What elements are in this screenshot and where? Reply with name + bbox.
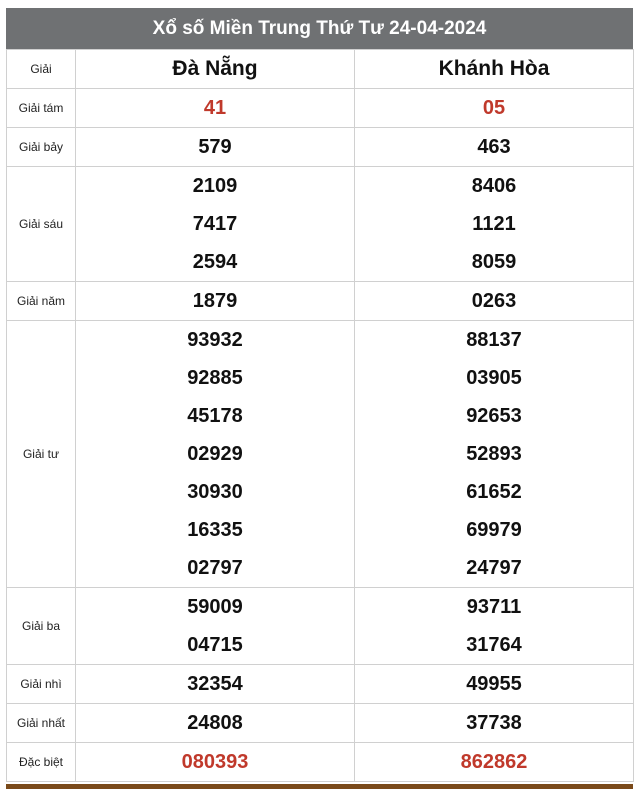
winning-number: 92653 <box>466 405 522 427</box>
table-header-row <box>7 50 634 89</box>
winning-number: 16335 <box>187 519 243 541</box>
winning-number: 88137 <box>466 329 522 351</box>
winning-number: 04715 <box>187 634 243 656</box>
column-header-prize: Giải <box>7 50 76 89</box>
prize-cell-province-a <box>76 321 355 588</box>
prize-cell-province-b <box>355 588 634 665</box>
table-row <box>7 321 634 588</box>
bottom-divider <box>6 784 633 789</box>
winning-number: 61652 <box>466 481 522 503</box>
table-row <box>7 704 634 743</box>
winning-number: 1879 <box>192 290 238 312</box>
table-row <box>7 665 634 704</box>
prize-cell-province-b <box>355 89 634 128</box>
winning-number: 93932 <box>187 329 243 351</box>
prize-cell-province-a <box>76 665 355 704</box>
winning-number: 8059 <box>471 251 517 273</box>
winning-number: 862862 <box>460 751 528 773</box>
prize-cell-province-b <box>355 282 634 321</box>
winning-number: 30930 <box>187 481 243 503</box>
prize-cell-province-b <box>355 743 634 782</box>
winning-number: 080393 <box>181 751 249 773</box>
winning-number: 02929 <box>187 443 243 465</box>
results-table <box>6 49 634 782</box>
prize-cell-province-a <box>76 704 355 743</box>
table-row <box>7 743 634 782</box>
winning-number: 52893 <box>466 443 522 465</box>
winning-number: 24797 <box>466 557 522 579</box>
page-title: Xổ số Miền Trung Thứ Tư 24-04-2024 <box>6 8 633 49</box>
column-header-province-a: Đà Nẵng <box>76 50 355 89</box>
table-row <box>7 128 634 167</box>
winning-number: 45178 <box>187 405 243 427</box>
prize-cell-province-a <box>76 89 355 128</box>
prize-label: Giải năm <box>7 282 76 321</box>
prize-label: Giải tám <box>7 89 76 128</box>
prize-cell-province-b <box>355 704 634 743</box>
prize-cell-province-a <box>76 167 355 282</box>
prize-cell-province-b <box>355 167 634 282</box>
lottery-results-panel <box>6 8 633 789</box>
prize-label: Giải nhất <box>7 704 76 743</box>
prize-label: Giải bảy <box>7 128 76 167</box>
prize-cell-province-b <box>355 321 634 588</box>
prize-cell-province-a <box>76 743 355 782</box>
winning-number: 05 <box>482 97 506 119</box>
prize-label: Đặc biệt <box>7 743 76 782</box>
winning-number: 31764 <box>466 634 522 656</box>
table-row <box>7 282 634 321</box>
winning-number: 8406 <box>471 175 517 197</box>
winning-number: 24808 <box>187 712 243 734</box>
winning-number: 2594 <box>192 251 238 273</box>
prize-label: Giải sáu <box>7 167 76 282</box>
winning-number: 579 <box>198 136 232 158</box>
prize-cell-province-a <box>76 282 355 321</box>
column-header-province-b: Khánh Hòa <box>355 50 634 89</box>
prize-cell-province-a <box>76 588 355 665</box>
winning-number: 37738 <box>466 712 522 734</box>
winning-number: 32354 <box>187 673 243 695</box>
winning-number: 7417 <box>192 213 238 235</box>
table-row <box>7 167 634 282</box>
prize-cell-province-b <box>355 665 634 704</box>
prize-label: Giải nhì <box>7 665 76 704</box>
winning-number: 49955 <box>466 673 522 695</box>
winning-number: 03905 <box>466 367 522 389</box>
prize-label: Giải tư <box>7 321 76 588</box>
table-row <box>7 89 634 128</box>
winning-number: 93711 <box>466 596 522 618</box>
winning-number: 1121 <box>472 213 516 235</box>
table-row <box>7 588 634 665</box>
winning-number: 2109 <box>192 175 238 197</box>
winning-number: 92885 <box>187 367 243 389</box>
prize-label: Giải ba <box>7 588 76 665</box>
prize-cell-province-a <box>76 128 355 167</box>
winning-number: 59009 <box>187 596 243 618</box>
winning-number: 02797 <box>187 557 243 579</box>
winning-number: 463 <box>477 136 511 158</box>
prize-cell-province-b <box>355 128 634 167</box>
winning-number: 0263 <box>471 290 517 312</box>
winning-number: 69979 <box>466 519 522 541</box>
winning-number: 41 <box>203 97 227 119</box>
results-table-body <box>7 89 634 782</box>
